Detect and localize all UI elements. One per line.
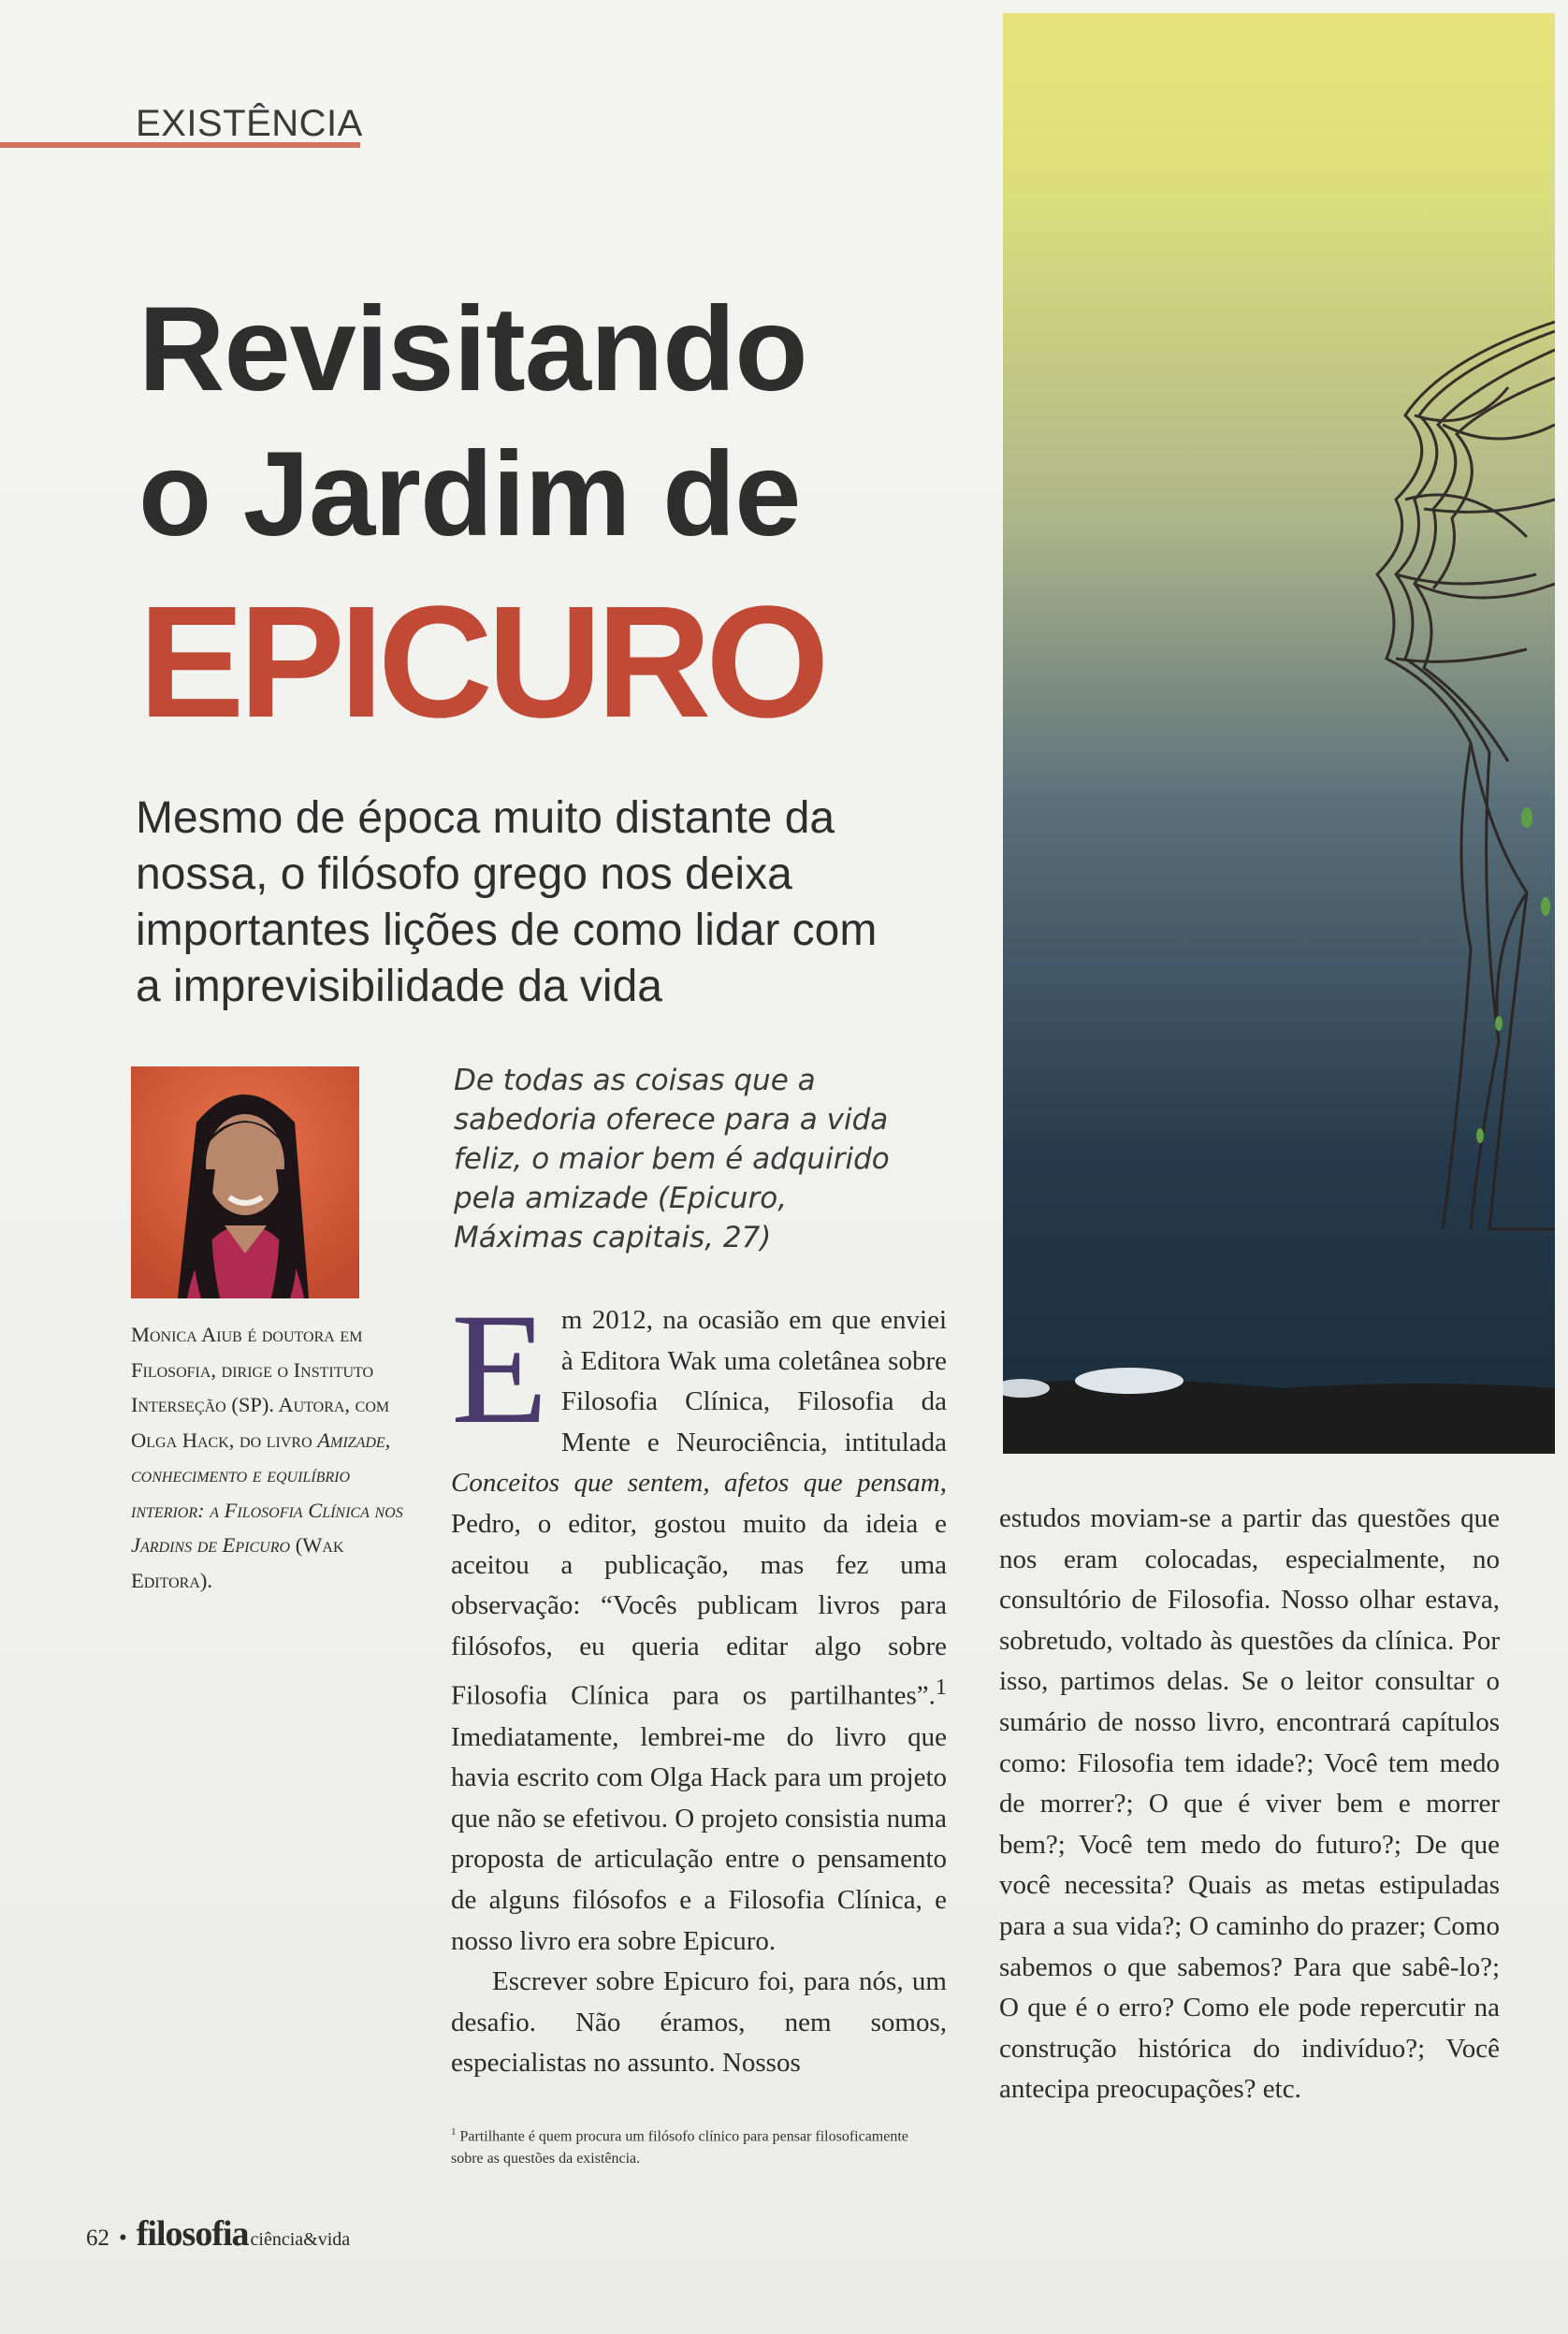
body-text: Imediatamente, lembrei-me do livro que havia escrito com Olga Hack para um projeto que não se efetivou. O projeto consistia numa proposta de articulação entre o pensamento de alguns filósofos e a Filosofia Clínica, e nosso livro era sobre Epicuro.: [451, 1721, 947, 1956]
body-column-1: [451, 1281, 947, 2084]
title-line-3: EPICURO: [138, 573, 824, 751]
bio-text-1: Monica Aiub é doutora em Filosofia, dirige o Instituto Interseção (SP). Autora, com Olga Hack, do livro: [131, 1323, 390, 1452]
author-bio: [131, 1317, 412, 1598]
footnote-mark: 1: [451, 2126, 457, 2138]
folio-separator: •: [119, 2225, 127, 2251]
section-label: EXISTÊNCIA: [136, 103, 363, 144]
body-column-2: estudos moviam-se a partir das questões que nos eram colocadas, especialmente, no consultório de Filosofia. Nosso olhar estava, sobretudo, voltado às questões da clínica. Por isso, partimos delas. Se o leitor consultar o sumário de nosso livro, encontrará capítulos como: Filosofia tem idade?; Você tem medo de morrer?; O que é viver bem e morrer bem?; Você tem medo do futuro?; De que você necessita? Quais as metas estipuladas para a sua vida?; O caminho do prazer; Como sabemos o que sabemos? Para que sabê-lo?; O que é o erro? Como ele pode repercutir na construção histórica do indivíduo?; Você antecipa preocupações? etc.: [999, 1503, 1500, 2105]
article-lede: Mesmo de época muito distante da nossa, o filósofo grego nos deixa importantes lições de como lidar com a imprevisibilidade da vida: [136, 793, 878, 1011]
bio-book-title: Amizade, conhecimento e equilíbrio interior: a Filosofia Clínica nos Jardins de Epicuro: [131, 1428, 403, 1557]
author-photo: [131, 1066, 359, 1298]
title-line-2: o Jardim de: [138, 428, 801, 561]
illustration-tree-head: [1003, 13, 1555, 1454]
footnote-text: Partilhante é quem procura um filósofo clínico para pensar filosoficamente sobre as questões da existência.: [451, 2128, 908, 2167]
book-title-emphasis: Conceitos que sentem, afetos que pensam: [451, 1468, 940, 1499]
bio-text-2: (Wak Editora).: [131, 1533, 344, 1592]
body-paragraph-2: Escrever sobre Epicuro foi, para nós, um desafio. Não éramos, nem somos, especialistas no assunto. Nossos: [451, 1966, 947, 2079]
footnote-marker: 1: [935, 1674, 947, 1701]
page-number: 62: [86, 2225, 109, 2251]
drop-cap: E: [451, 1281, 548, 1457]
epigraph-quote: De todas as coisas que a sabedoria oferece para a vida feliz, o maior bem é adquirido pela amizade (Epicuro, Máximas capitais, 27): [454, 1064, 890, 1254]
title-line-1: Revisitando: [138, 283, 807, 416]
body-text: m 2012, na ocasião em que enviei à Editora Wak uma coletânea sobre Filosofia Clínica, Filosofia da Mente e Neurociência, intitulada: [560, 1305, 947, 1457]
page-folio: [86, 2213, 350, 2254]
footnote: [451, 2121, 937, 2170]
magazine-name: filosofia: [136, 2214, 249, 2254]
body-text: , Pedro, o editor, gostou muito da ideia e aceitou a publicação, mas fez uma observação: “Vocês publicam livros para filósofos, eu queria editar algo sobre Filosofia Clínica para os partilhantes”.: [451, 1468, 947, 1711]
magazine-subtitle: ciência&vida: [250, 2229, 351, 2250]
